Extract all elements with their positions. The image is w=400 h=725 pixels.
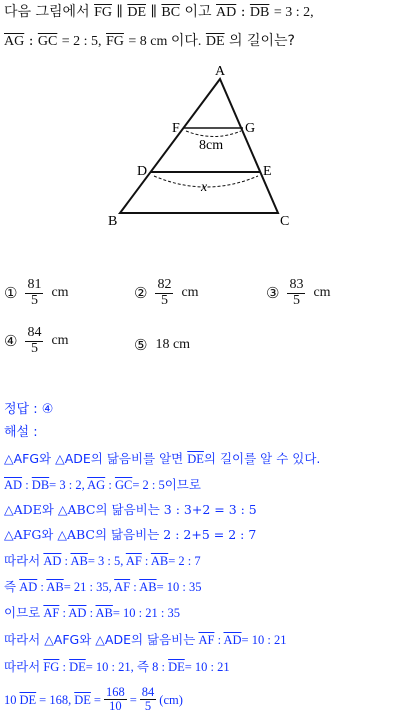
solution-line-5: 따라서 $\overline{AD}$ : $\overline{AB}= 3$ : 5, $\overline{AF}$ : $\overline{AB}= 2$ : 7	[4, 553, 201, 568]
choice-1[interactable]: ① $\frac{81}{5}$ cm	[4, 277, 69, 308]
explanation-label: 해설 :	[4, 425, 38, 440]
choice-2[interactable]: ② $\frac{82}{5}$ cm	[134, 277, 199, 308]
solution-line-7: 이므로 $\overline{AF}$ : $\overline{AD}$ : $\overline{AB}= 10$ : 21 : 35	[4, 605, 180, 620]
solution-line-8: 따라서 △AFG와 △ADE의 닮음비는 $\overline{AF}$ : $\overline{AD}= 10$ : 21	[4, 632, 287, 647]
choice-4[interactable]: ④ $\frac{84}{5}$ cm	[4, 325, 69, 356]
de-length-label: x	[201, 180, 208, 195]
solution-line-6: 즉 $\overline{AD}$ : $\overline{AB}= 21$ : 35, $\overline{AF}$ : $\overline{AB}= 10$ : 35	[4, 579, 202, 594]
label-g: G	[245, 121, 256, 136]
solution-line-4: △AFG와 △ABC의 닮음비는 2 : 2+5 = 2 : 7	[4, 527, 257, 542]
label-d: D	[137, 164, 148, 179]
label-c: C	[280, 214, 290, 229]
triangle-figure	[100, 58, 310, 230]
label-a: A	[215, 64, 226, 79]
choice-3[interactable]: ③ $\frac{83}{5}$ cm	[266, 277, 331, 308]
choice-5[interactable]: ⑤ 18 cm	[134, 336, 191, 354]
solution-line-1: △AFG와 △ADE의 닮음비를 알면 $\overline{DE}$의 길이를 알 수 있다.	[4, 451, 321, 466]
solution-line-9: 따라서 $\overline{FG}$ : $\overline{DE}= 10$ : 21, 즉 8 : $\overline{DE}= 10$ : 21	[4, 659, 230, 674]
question-line-1: 다음 그림에서 $\overline{FG}$ ∥ $\overline{DE}$ ∥ $\overline{BC}$ 이고 $\overline{AD}$ : $\overline{DB} = 3$ : 2,	[4, 4, 314, 20]
answer-label: 정답 : ④	[4, 402, 54, 417]
label-f: F	[172, 121, 180, 136]
solution-line-10: 10 $\overline{DE}$ = 168, $\overline{DE}$ = $\frac{168}{10}$ = $\frac{84}{5}$ (cm)	[4, 685, 183, 714]
question-line-2: $\overline{AG}$ : $\overline{GC} = 2$ : 5, $\overline{FG} = 8$ cm 이다. $\overline{DE}$ 의 길이는?	[4, 33, 295, 49]
solution-line-2: $\overline{AD}$ : $\overline{DB}= 3$ : 2, $\overline{AG}$ : $\overline{GC}= 2$ : 5이므로	[4, 478, 201, 492]
fg-length-label: 8cm	[199, 138, 224, 153]
fg-brace	[186, 131, 241, 137]
label-b: B	[108, 214, 118, 229]
label-e: E	[263, 164, 272, 179]
solution-line-3: △ADE와 △ABC의 닮음비는 3 : 3+2 = 3 : 5	[4, 502, 257, 517]
